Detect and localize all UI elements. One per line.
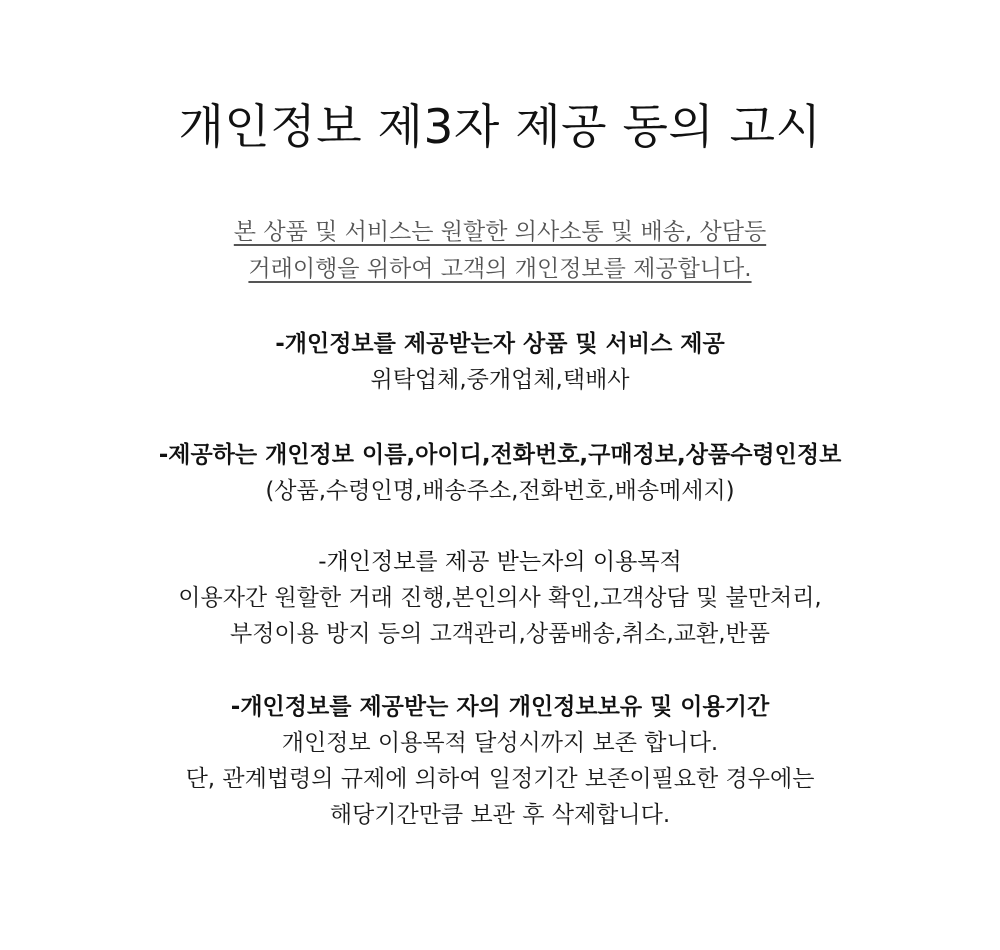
section-recipient — [0, 326, 1000, 398]
section-provided-info — [0, 437, 1000, 509]
section-text: 개인정보 이용목적 달성시까지 보존 합니다. — [281, 730, 719, 756]
intro-line-1 — [0, 214, 1000, 251]
intro-line-2-text: 거래이행을 위하여 고객의 개인정보를 제공합니다. — [248, 256, 752, 282]
intro-line-2 — [0, 251, 1000, 288]
section-text: 부정이용 방지 등의 고객관리,상품배송,취소,교환,반품 — [230, 621, 770, 647]
section-retention — [0, 689, 1000, 833]
section-heading: -개인정보를 제공 받는자의 이용목적 — [318, 549, 682, 575]
section-text: 해당기간만큼 보관 후 삭제합니다. — [329, 802, 671, 828]
section-heading: -개인정보를 제공받는 자의 개인정보보유 및 이용기간 — [230, 694, 770, 720]
section-purpose — [0, 544, 1000, 652]
section-text: 위탁업체,중개업체,택배사 — [370, 367, 630, 393]
section-heading: -개인정보를 제공받는자 상품 및 서비스 제공 — [275, 331, 725, 357]
page-title: 개인정보 제3자 제공 동의 고시 — [178, 100, 822, 155]
section-text: 단, 관계법령의 규제에 의하여 일정기간 보존이필요한 경우에는 — [185, 766, 815, 792]
section-text: (상품,수령인명,배송주소,전화번호,배송메세지) — [265, 478, 735, 504]
intro-line-1-text: 본 상품 및 서비스는 원할한 의사소통 및 배송, 상담등 — [233, 219, 767, 245]
section-heading: -제공하는 개인정보 이름,아이디,전화번호,구매정보,상품수령인정보 — [158, 442, 842, 468]
intro-notice — [0, 214, 1000, 288]
section-text: 이용자간 원할한 거래 진행,본인의사 확인,고객상담 및 불만처리, — [178, 585, 822, 611]
